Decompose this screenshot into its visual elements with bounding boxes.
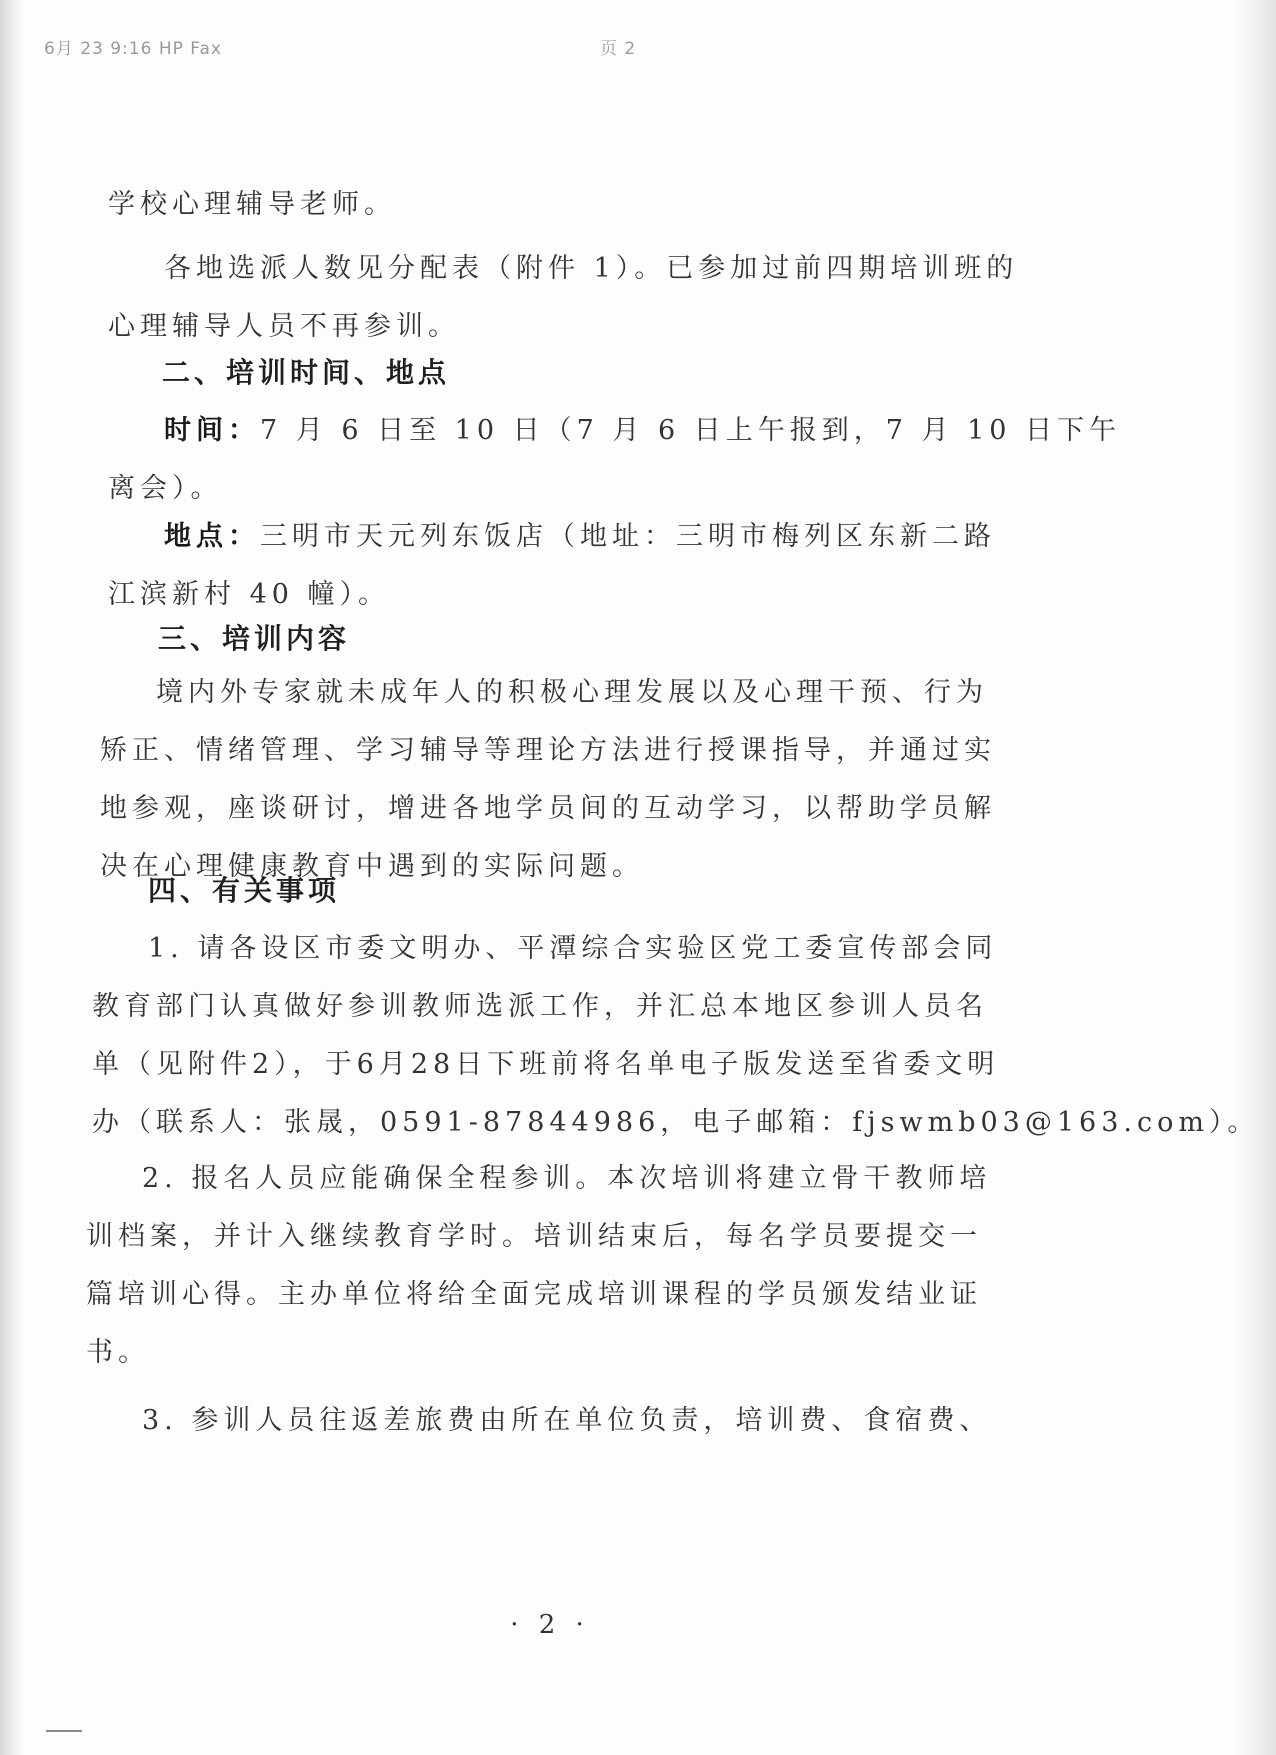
line: 1. 请各设区市委文明办、平潭综合实验区党工委宣传部会同 — [148, 933, 998, 964]
line: 办（联系人：张晟，0591-87844986，电子邮箱：fjswmb03@163.com）。 — [92, 1107, 1260, 1138]
line: 7 月 6 日至 10 日（7 月 6 日上午报到，7 月 10 日下午 — [260, 415, 1122, 446]
section-heading-content: 三、培训内容 — [158, 622, 351, 655]
line: 各地选派人数见分配表（附件 1）。已参加过前四期培训班的 — [164, 253, 1019, 284]
paragraph-item-1 — [92, 920, 1259, 1152]
page-number: · 2 · — [510, 1610, 590, 1640]
line: 三明市天元列东饭店（地址：三明市梅列区东新二路 — [260, 521, 996, 552]
line: 教育部门认真做好参训教师选派工作，并汇总本地区参训人员名 — [92, 991, 988, 1022]
line: 矫正、情绪管理、学习辅导等理论方法进行授课指导，并通过实 — [100, 735, 996, 766]
section-heading-matters: 四、有关事项 — [148, 874, 341, 907]
line: 2. 报名人员应能确保全程参训。本次培训将建立骨干教师培 — [142, 1163, 992, 1194]
fax-header-page: 页 2 — [600, 39, 637, 59]
line: 训档案，并计入继续教育学时。培训结束后，每名学员要提交一 — [86, 1221, 982, 1252]
scan-right-edge — [1232, 0, 1276, 1755]
section-heading-time-place: 二、培训时间、地点 — [162, 356, 451, 389]
paragraph-item-2 — [86, 1150, 991, 1382]
line: 学校心理辅导老师。 — [108, 189, 396, 220]
time-label: 时间： — [164, 415, 260, 446]
line: 地参观，座谈研讨，增进各地学员间的互动学习，以帮助学员解 — [100, 793, 996, 824]
line: 3. 参训人员往返差旅费由所在单位负责，培训费、食宿费、 — [142, 1405, 992, 1436]
line: 书。 — [86, 1337, 150, 1368]
fax-header-timestamp: 6月 23 9:16 HP Fax — [44, 39, 222, 59]
line: 决在心理健康教育中遇到的实际问题。 — [100, 851, 644, 882]
line: 单（见附件2），于6月28日下班前将名单电子版发送至省委文明 — [92, 1049, 1000, 1080]
scan-left-shadow — [0, 0, 26, 1755]
line: 心理辅导人员不再参训。 — [108, 311, 460, 342]
line: 境内外专家就未成年人的积极心理发展以及心理干预、行为 — [156, 677, 988, 708]
place-label: 地点： — [164, 521, 260, 552]
paragraph-time — [108, 402, 1121, 518]
line: 离会）。 — [108, 473, 223, 504]
paragraph-item-3 — [86, 1392, 991, 1450]
paragraph-continuation — [108, 176, 396, 234]
line: 篇培训心得。主办单位将给全面完成培训课程的学员颁发结业证 — [86, 1279, 982, 1310]
line: 江滨新村 40 幢）。 — [108, 579, 391, 610]
paragraph-quota — [108, 240, 1018, 356]
scan-bottom-mark — [46, 1730, 82, 1732]
paragraph-place — [108, 508, 996, 624]
